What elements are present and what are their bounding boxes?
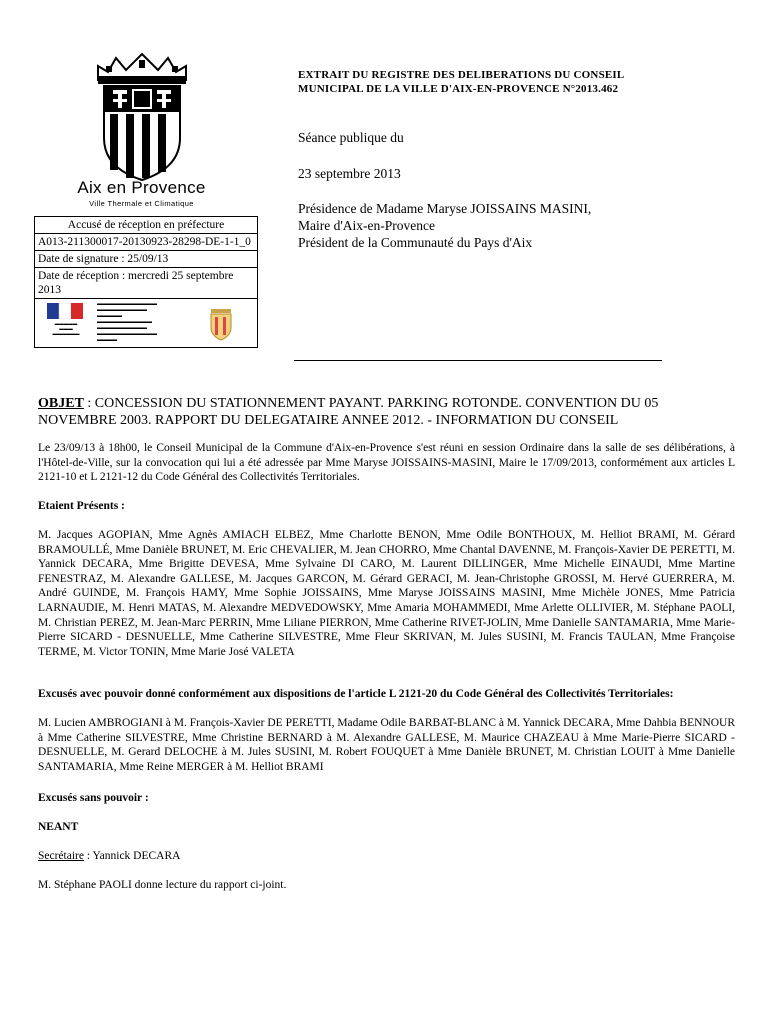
excused-with-proxy-list: M. Lucien AMBROGIANI à M. François-Xavier DE PERETTI, Madame Odile BARBAT-BLANC à M. Yannick DECARA, Mme Dahbia BENNOUR à Mme Catherine SILVESTRE, Mme Christine BERNARD à M. Alexandre GALLESE, M. Maurice CHAZEAU à Mme Marie-Pierre SICARD - DESNUELLE, M. Gerard DELOCHE à M. Jules SUSINI, M. Robert FOUQUET à Mme Danièle BRUNET, M. Christian LOUIT à Mme Danielle SANTAMARIA, Mme Reine MERGER à M. Helliot BRAMI [38, 717, 735, 773]
header-divider [294, 360, 662, 361]
session-date: 23 septembre 2013 [298, 166, 401, 181]
object-keyword: OBJET [38, 396, 84, 411]
object-heading [38, 395, 738, 429]
receipt-reception-date: Date de réception : mercredi 25 septembre 2013 [35, 268, 257, 299]
none-label: NEANT [38, 821, 79, 833]
city-tagline: Ville Thermale et Climatique [89, 199, 194, 208]
presidency-line-2: Maire d'Aix-en-Provence [298, 218, 436, 233]
secretary-label: Secrétaire [38, 850, 84, 862]
republic-flag-icon [47, 303, 83, 319]
session-label: Séance publique du [298, 130, 404, 145]
stamp-text-icon: ▬▬▬▬▬▬▬▬▬▬▬▬ ▬▬▬▬▬▬▬▬▬▬ ▬▬▬▬▬ ▬▬▬▬▬▬▬▬▬▬▬ ▬▬▬▬▬▬▬▬▬▬ ▬▬▬▬▬▬▬▬▬▬▬▬ ▬▬▬▬ [97, 301, 157, 343]
receipt-stamp [35, 299, 257, 347]
receipt-signature-date: Date de signature : 25/09/13 [35, 251, 257, 268]
presidency-line-3: Président de la Communauté du Pays d'Aix [298, 235, 533, 250]
register-extract-title: EXTRAIT DU REGISTRE DES DELIBERATIONS DU CONSEIL MUNICIPAL DE LA VILLE D'AIX-EN-PROVENCE N°2013.462 [298, 69, 624, 95]
report-reading-line: M. Stéphane PAOLI donne lecture du rapport ci-joint. [38, 879, 287, 891]
secretary-name: : Yannick DECARA [83, 850, 181, 862]
receipt-reference: A013-211300017-20130923-28298-DE-1-1_0 [35, 234, 257, 251]
mini-city-crest-icon [207, 305, 235, 341]
excused-without-proxy-heading: Excusés sans pouvoir : [38, 792, 149, 804]
receipt-title: Accusé de réception en préfecture [35, 217, 257, 234]
city-crest-logo [88, 52, 196, 182]
secretary-line [38, 849, 735, 864]
city-name: Aix en Provence [77, 178, 206, 197]
intro-paragraph: Le 23/09/13 à 18h00, le Conseil Municipal de la Commune d'Aix-en-Provence s'est réuni en session Ordinaire dans la salle de ses délibérations, à l'Hôtel-de-Ville, sur la convocation qui lui a été adressée par Mme Maryse JOISSAINS-MASINI, Maire le 17/09/2013, conformément aux articles L 2121-10 et L 2121-12 du Code Général des Collectivités Territoriales. [38, 442, 735, 484]
present-members-heading: Etaient Présents : [38, 500, 125, 512]
presidency-line-1: Présidence de Madame Maryse JOISSAINS MASINI, [298, 201, 592, 216]
presidency-block [298, 200, 591, 251]
object-text: : CONCESSION DU STATIONNEMENT PAYANT. PARKING ROTONDE. CONVENTION DU 05 NOVEMBRE 2003. RAPPORT DU DELEGATAIRE ANNEE 2012. - INFORMATION DU CONSEIL [38, 396, 659, 428]
prefecture-receipt-box [34, 216, 258, 348]
excused-with-proxy-heading: Excusés avec pouvoir donné conformément aux dispositions de l'article L 2121-20 du Code Général des Collectivités Territoriales: [38, 688, 674, 700]
prefecture-caption-icon: ▬▬▬▬▬ ▬▬▬ ▬▬▬▬▬▬ [52, 321, 80, 336]
present-members-list: M. Jacques AGOPIAN, Mme Agnès AMIACH ELBEZ, Mme Charlotte BENON, Mme Odile BONTHOUX, M. Helliot BRAMI, M. Gérard BRAMOULLÉ, Mme Danièle BRUNET, M. Eric CHEVALIER, M. Jean CHORRO, Mme Chantal DAVENNE, M. François-Xavier DE PERETTI, M. Yannick DECARA, Mme Brigitte DEVESA, Mme Sylvaine DI CARO, M. Laurent DILLINGER, Mme Michelle EINAUDI, Mme Martine FENESTRAZ, M. Alexandre GALLESE, M. Jacques GARCON, M. Gérard GERACI, M. Jean-Christophe GROSSI, M. Hervé GUERRERA, M. André GUINDE, M. François HAMY, Mme Sophie JOISSAINS, Mme Maryse JOISSAINS MASINI, Mme Michèle JONES, Mme Patricia LARNAUDIE, M. Henri MATAS, M. Alexandre MEDVEDOWSKY, Mme Amaria MOHAMMEDI, Mme Arlette OLLIVIER, M. Stéphane PAOLI, M. Christian PEREZ, M. Jean-Marc PERRIN, Mme Liliane PIERRON, Mme Catherine RIVET-JOLIN, Mme Danielle SANTAMARIA, Mme Marie-Pierre SICARD - DESNUELLE, Mme Catherine SILVESTRE, Mme Fleur SKRIVAN, M. Jules SUSINI, M. Francis TAULAN, Mme Françoise TERME, M. Victor TONIN, Mme Marie José VALETA [38, 529, 735, 658]
